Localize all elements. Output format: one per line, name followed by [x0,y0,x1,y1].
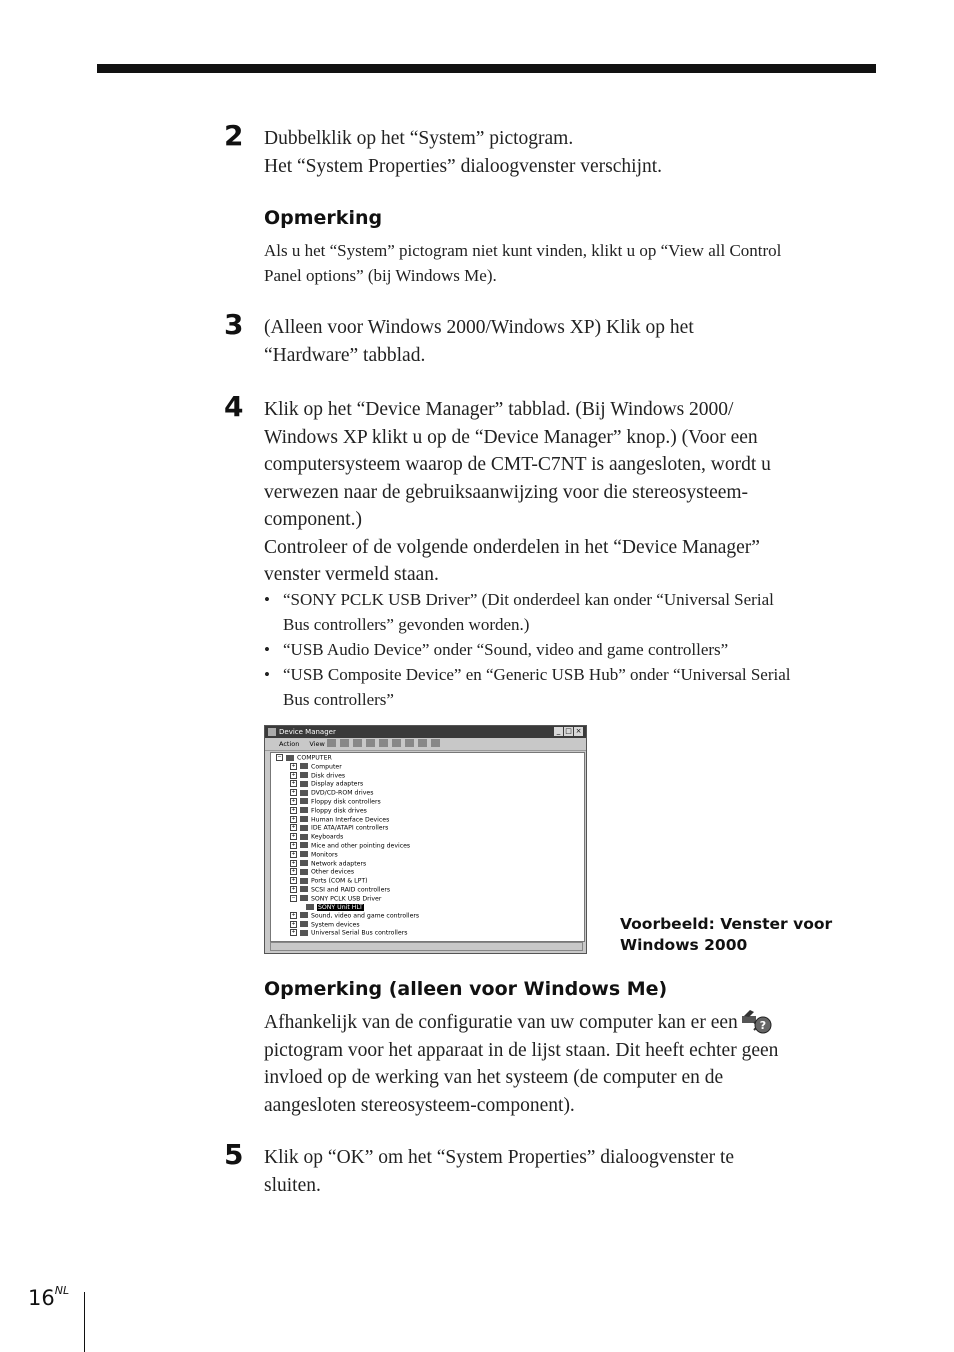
note-heading: Opmerking [264,207,383,229]
speaker-icon [300,912,308,918]
unknown-device-icon [740,1008,772,1034]
text-line: invloed op de werking van het systeem (de computer en de [264,1067,724,1088]
device-icon [300,763,308,769]
expand-icon: + [291,797,296,804]
device-icon [300,878,308,884]
expand-icon: + [291,859,296,866]
text-line: pictogram voor het apparaat in de lijst staan. Dit heeft echter geen [264,1039,779,1061]
tree-item [271,912,584,921]
scan-icon [405,739,414,747]
text-line: Klik op “OK” om het “System Properties” dialoogvenster te [264,1147,735,1168]
text-line: Controleer of de volgende onderdelen in het “Device Manager” [264,536,760,558]
header-rule [97,64,876,73]
device-icon [300,869,308,875]
text-line: Klik op het “Device Manager” tabblad. (Bij Windows 2000/ [264,399,734,420]
tree-label: COMPUTER [297,754,332,762]
tree-label: Floppy disk controllers [311,798,381,806]
tree-item [271,886,584,895]
update-icon [418,739,427,747]
text-line: Afhankelijk van de configuratie van uw computer kan er een [264,1012,738,1033]
tree-item [271,868,584,877]
caption-line: Voorbeeld: Venster voor [620,915,833,933]
bullet-icon: • [264,640,270,659]
text-line: sluiten. [264,1174,321,1196]
tree-label: System devices [311,921,360,929]
device-icon [300,851,308,857]
tree-item [271,929,584,938]
text-line: verwezen naar de gebruiksaanwijzing voor die stereosysteem- [264,481,749,503]
page-number [28,1286,69,1310]
text-line [264,1008,876,1037]
device-icon [300,807,308,813]
help-icon [392,739,401,747]
tree-label: IDE ATA/ATAPI controllers [311,824,389,832]
toolbar [327,739,440,747]
expand-icon: + [291,833,296,840]
folder-icon [353,739,362,747]
text-line: Panel options” (bij Windows Me). [264,266,497,285]
text-line: computersysteem waarop de CMT-C7NT is aangesloten, wordt u [264,454,771,475]
tree-label: Universal Serial Bus controllers [311,929,408,937]
device-icon [300,825,308,831]
device-icon [300,798,308,804]
tree-label: Human Interface Devices [311,816,390,824]
device-icon [300,772,308,778]
device-icon [300,790,308,796]
tree-item [271,772,584,781]
tree-item [271,798,584,807]
tree-label: Floppy disk drives [311,807,367,815]
text-line: “SONY PCLK USB Driver” (Dit onderdeel kan onder “Universal Serial [283,590,774,609]
expand-icon: + [291,762,296,769]
tree-label: Display adapters [311,780,364,788]
step-number: 5 [224,1138,244,1171]
expand-icon: + [291,850,296,857]
tree-label-selected: SONY Unit HLT [318,903,363,911]
list-item [264,662,876,712]
computer-icon [286,755,294,761]
expand-icon: + [291,780,296,787]
expand-icon: + [291,771,296,778]
expand-icon: + [291,815,296,822]
step-text [264,314,876,369]
expand-icon: + [291,824,296,831]
text-line: “Hardware” tabblad. [264,344,426,366]
text-line: component.) [264,509,363,530]
note-text [264,238,879,288]
step-text [264,1144,876,1199]
margin-rule [84,1292,85,1352]
tree-item [271,895,584,904]
step-number: 2 [224,119,244,152]
collapse-icon: − [291,894,296,901]
text-line: aangesloten stereosysteem-component). [264,1094,575,1116]
text-line: “USB Audio Device” onder “Sound, video and game controllers” [283,640,729,659]
expand-icon: + [291,920,296,927]
device-icon [300,842,308,848]
tree-item [271,921,584,930]
tree-item [271,860,584,869]
maximize-icon: □ [565,727,572,735]
minimize-icon: _ [554,727,563,736]
bullet-list [264,587,876,712]
bullet-icon: • [264,590,270,609]
device-manager-screenshot [264,725,587,954]
tree-item [271,877,584,886]
window-title: Device Manager [279,728,336,736]
tree-item [271,842,584,851]
tree-item [271,789,584,798]
menu-action: Action [279,740,300,748]
device-icon [300,886,308,892]
device-icon [300,834,308,840]
text-line: “USB Composite Device” en “Generic USB Hub” onder “Universal Serial [283,665,791,684]
figure-caption [620,914,832,956]
device-tree [271,753,584,938]
text-line: Bus controllers” gevonden worden.) [283,615,530,634]
usb-icon [306,904,314,910]
tree-label: Computer [311,763,342,771]
step-text [264,396,876,589]
tree-item [271,763,584,772]
tree-item [271,824,584,833]
tree-item [271,816,584,825]
forward-icon [340,739,349,747]
note-text [264,1008,876,1119]
tree-subitem [271,904,584,912]
back-icon [327,739,336,747]
expand-icon: + [291,806,296,813]
tree-label: Other devices [311,868,355,876]
bullet-icon: • [264,665,270,684]
usb-icon [300,930,308,936]
device-icon [300,860,308,866]
tree-label: Ports (COM & LPT) [311,877,368,885]
expand-icon: + [291,929,296,936]
text-line: venster vermeld staan. [264,564,439,585]
expand-icon: + [291,841,296,848]
tree-label: DVD/CD-ROM drives [311,789,374,797]
device-manager-icon [268,728,276,736]
svg-text:?: ? [759,1019,766,1032]
uninstall-icon [431,739,440,747]
status-bar [270,942,583,951]
list-item [264,587,876,637]
expand-icon: + [291,789,296,796]
window-titlebar [265,726,586,738]
refresh-icon [379,739,388,747]
tree-label: Disk drives [311,772,346,780]
tree-label: Sound, video and game controllers [311,912,420,920]
step-number: 3 [224,308,244,341]
text-line: (Alleen voor Windows 2000/Windows XP) Klik op het [264,317,694,338]
device-icon [300,921,308,927]
tree-label: SONY PCLK USB Driver [311,895,382,903]
expand-icon: + [291,911,296,918]
device-icon [300,816,308,822]
tree-item [271,780,584,789]
page-language-suffix: NL [54,1284,70,1297]
tree-label: Monitors [311,851,338,859]
tree-item [271,807,584,816]
device-icon [300,781,308,787]
usb-icon [300,895,308,901]
expand-icon: + [291,868,296,875]
tree-label: Keyboards [311,833,344,841]
properties-icon [366,739,375,747]
device-tree-pane [270,752,585,942]
tree-label: Mice and other pointing devices [311,842,411,850]
list-item [264,637,876,662]
tree-item [271,833,584,842]
tree-root [271,754,584,763]
caption-line: Windows 2000 [620,936,748,954]
step-text [264,125,876,180]
text-line: Het “System Properties” dialoogvenster verschijnt. [264,155,663,177]
note-heading: Opmerking (alleen voor Windows Me) [264,978,668,1000]
text-line: Windows XP klikt u op de “Device Manager” knop.) (Voor een [264,426,758,448]
text-line: Dubbelklik op het “System” pictogram. [264,128,574,149]
tree-item [271,851,584,860]
menu-view: View [309,740,325,748]
text-line: Als u het “System” pictogram niet kunt vinden, klikt u op “View all Control [264,241,782,260]
step-number: 4 [224,390,244,423]
expand-icon: + [291,877,296,884]
close-icon: × [575,727,582,735]
page-number-value: 16 [28,1286,55,1310]
tree-label: SCSI and RAID controllers [311,886,391,894]
tree-label: Network adapters [311,860,367,868]
window-controls [554,727,583,736]
text-line: Bus controllers” [283,690,394,709]
expand-icon: + [291,885,296,892]
collapse-icon: − [277,754,282,760]
